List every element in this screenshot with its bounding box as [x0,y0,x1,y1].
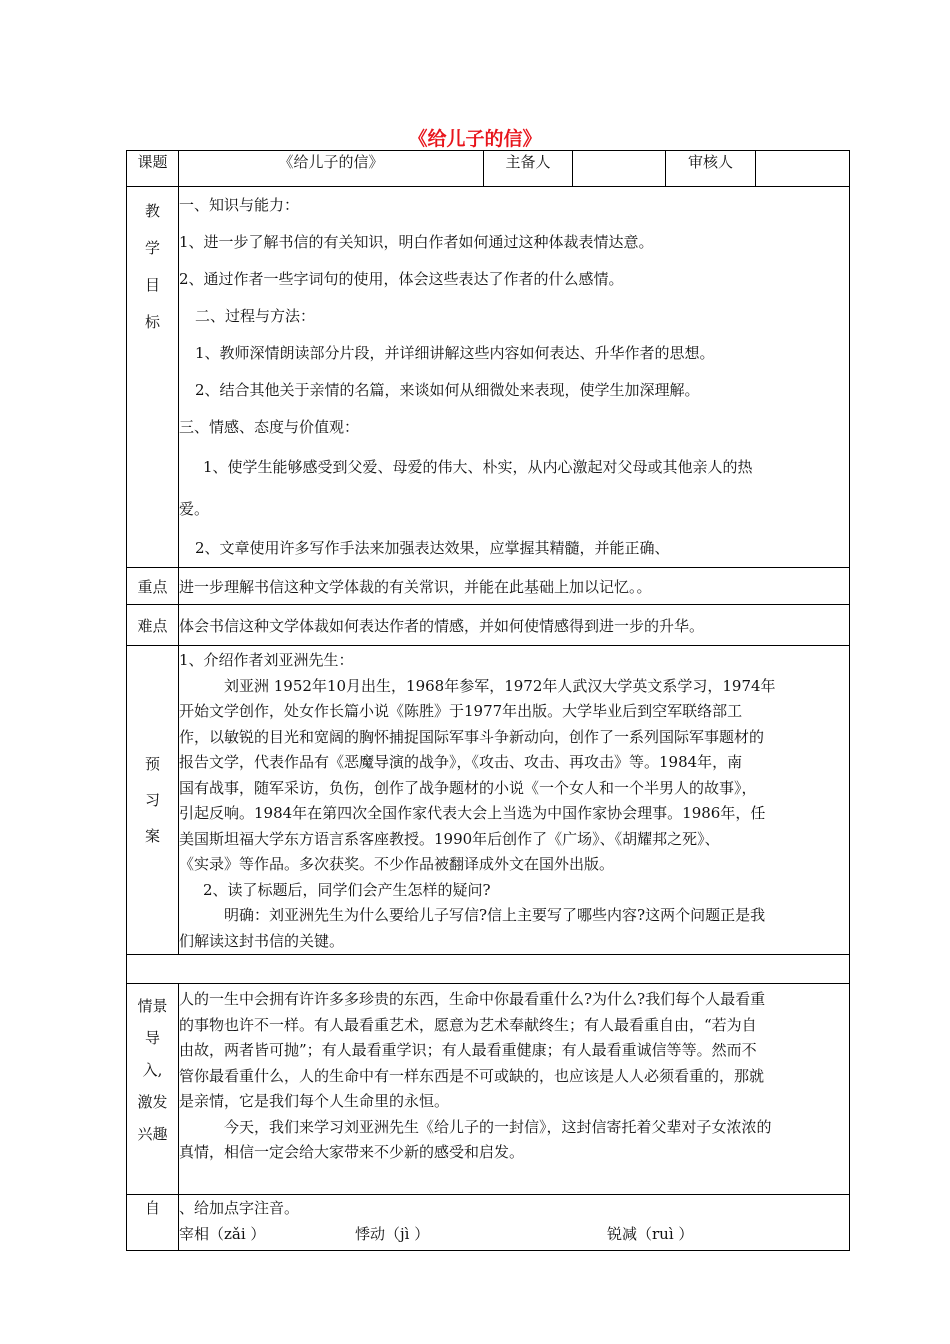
key-point-text: 进一步理解书信这种文学体裁的有关常识，并能在此基础上加以记忆。。 [179,568,850,605]
self-study-label: 自 [127,1195,179,1251]
objectives-row [127,187,850,568]
intro-line: 是亲情，它是我们每个人生命里的永恒。 [179,1092,450,1110]
topic-value: 《给儿子的信》 [179,151,484,187]
self-study-content [179,1195,850,1251]
header-row [127,151,850,187]
objective-line: 1、教师深情朗读部分片段，并详细讲解这些内容如何表达、升华作者的思想。 [195,344,715,362]
key-point-row [127,568,850,605]
intro-line: 管你最看重什么，人的生命中有一样东西是不可或缺的，也应该是人人必须看重的，那就 [179,1066,765,1085]
difficulty-row [127,605,850,646]
objectives-label: 教 学 目 标 [127,187,179,568]
lesson-plan-table [126,150,850,1251]
objective-line: 1、进一步了解书信的有关知识，明白作者如何通过这种体裁表情达意。 [179,233,654,251]
pinyin-items [179,1221,849,1247]
preview-label: 预 习 案 [127,646,179,955]
preview-line: 《实录》等作品。多次获奖。不少作品被翻译成外文在国外出版。 [179,855,615,873]
intro-row [127,984,850,1195]
objective-line: 2、通过作者一些字词句的使用，体会这些表达了作者的什么感情。 [179,270,624,288]
key-point-label: 重点 [127,568,179,605]
objective-line: 1、使学生能够感受到父爱、母爱的伟大、朴实，从内心激起对父母或其他亲人的热 [203,458,753,476]
objective-line: 爱。 [179,500,210,518]
preview-line: 1、介绍作者刘亚洲先生： [179,651,354,669]
pinyin-item: 锐减（ruì ） [607,1225,694,1243]
preview-line: 美国斯坦福大学东方语言系客座教授。1990年后创作了《广场》、《胡耀邦之死》、 [179,829,720,848]
intro-line: 今天，我们来学习刘亚洲先生《给儿子的一封信》，这封信寄托着父辈对子女浓浓的 [224,1117,772,1136]
preview-row [127,646,850,955]
difficulty-text: 体会书信这种文学体裁如何表达作者的情感，并如何使情感得到进一步的升华。 [179,605,850,646]
preparer-label: 主备人 [484,151,573,187]
preview-line: 开始文学创作，处女作长篇小说《陈胜》于1977年出版。大学毕业后到空军联络部工 [179,702,743,720]
preview-line: 们解读这封书信的关键。 [179,931,345,950]
pinyin-item: 悸动（jì ） [355,1225,430,1243]
preparer-value [573,151,666,187]
preview-line: 2、读了标题后，同学们会产生怎样的疑问? [203,880,491,899]
preview-line: 明确：刘亚洲先生为什么要给儿子写信?信上主要写了哪些内容?这两个问题正是我 [224,906,766,924]
preview-line: 引起反响。1984年在第四次全国作家代表大会上当选为中国作家协会理事。1986年，任 [179,804,766,822]
intro-line: 由故，两者皆可抛”；有人最看重学识；有人最看重健康；有人最看重诚信等等。然而不 [179,1041,757,1059]
pinyin-item: 宰相（zǎi ） [179,1225,266,1243]
reviewer-label: 审核人 [666,151,756,187]
intro-content [179,984,850,1195]
intro-line: 的事物也许不一样。有人最看重艺术，愿意为艺术奉献终生；有人最看重自由，“若为自 [179,1015,757,1034]
intro-line: 人的一生中会拥有许许多多珍贵的东西，生命中你最看重什么?为什么?我们每个人最看重 [179,990,766,1008]
intro-line: 真情，相信一定会给大家带来不少新的感受和启发。 [179,1143,525,1161]
preview-line: 刘亚洲 1952年10月出生，1968年参军，1972年人武汉大学英文系学习，1974年 [224,676,776,695]
document-title: 《给儿子的信》 [408,128,542,150]
intro-label: 情景 导 入, 激发 兴趣 [127,984,179,1195]
difficulty-label: 难点 [127,605,179,646]
self-study-row [127,1195,850,1251]
reviewer-value [756,151,850,187]
objectives-content [179,187,850,568]
self-study-instruction: 、给加点字注音。 [179,1199,300,1217]
preview-line: 作，以敏锐的目光和宽阔的胸怀捕捉国际军事斗争新动向，创作了一系列国际军事题材的 [179,727,765,746]
objective-line: 2、结合其他关于亲情的名篇，来谈如何从细微处来表现，使学生加深理解。 [195,381,700,399]
blank-cell [127,955,850,984]
preview-line: 国有战事，随军采访，负伤，创作了战争题材的小说《一个女人和一个半男人的故事》， [179,778,757,797]
blank-row [127,955,850,984]
objective-line: 三、情感、态度与价值观： [179,418,360,436]
objective-line: 一、知识与能力： [179,196,300,214]
preview-content [179,646,850,955]
preview-line: 报告文学，代表作品有《恶魔导演的战争》，《攻击、攻击、再攻击》等。1984年，南 [179,753,743,771]
topic-label: 课题 [127,151,179,187]
objective-line: 2、文章使用许多写作手法来加强表达效果，应掌握其精髓，并能正确、 [195,539,670,557]
objective-line: 二、过程与方法： [195,307,316,325]
